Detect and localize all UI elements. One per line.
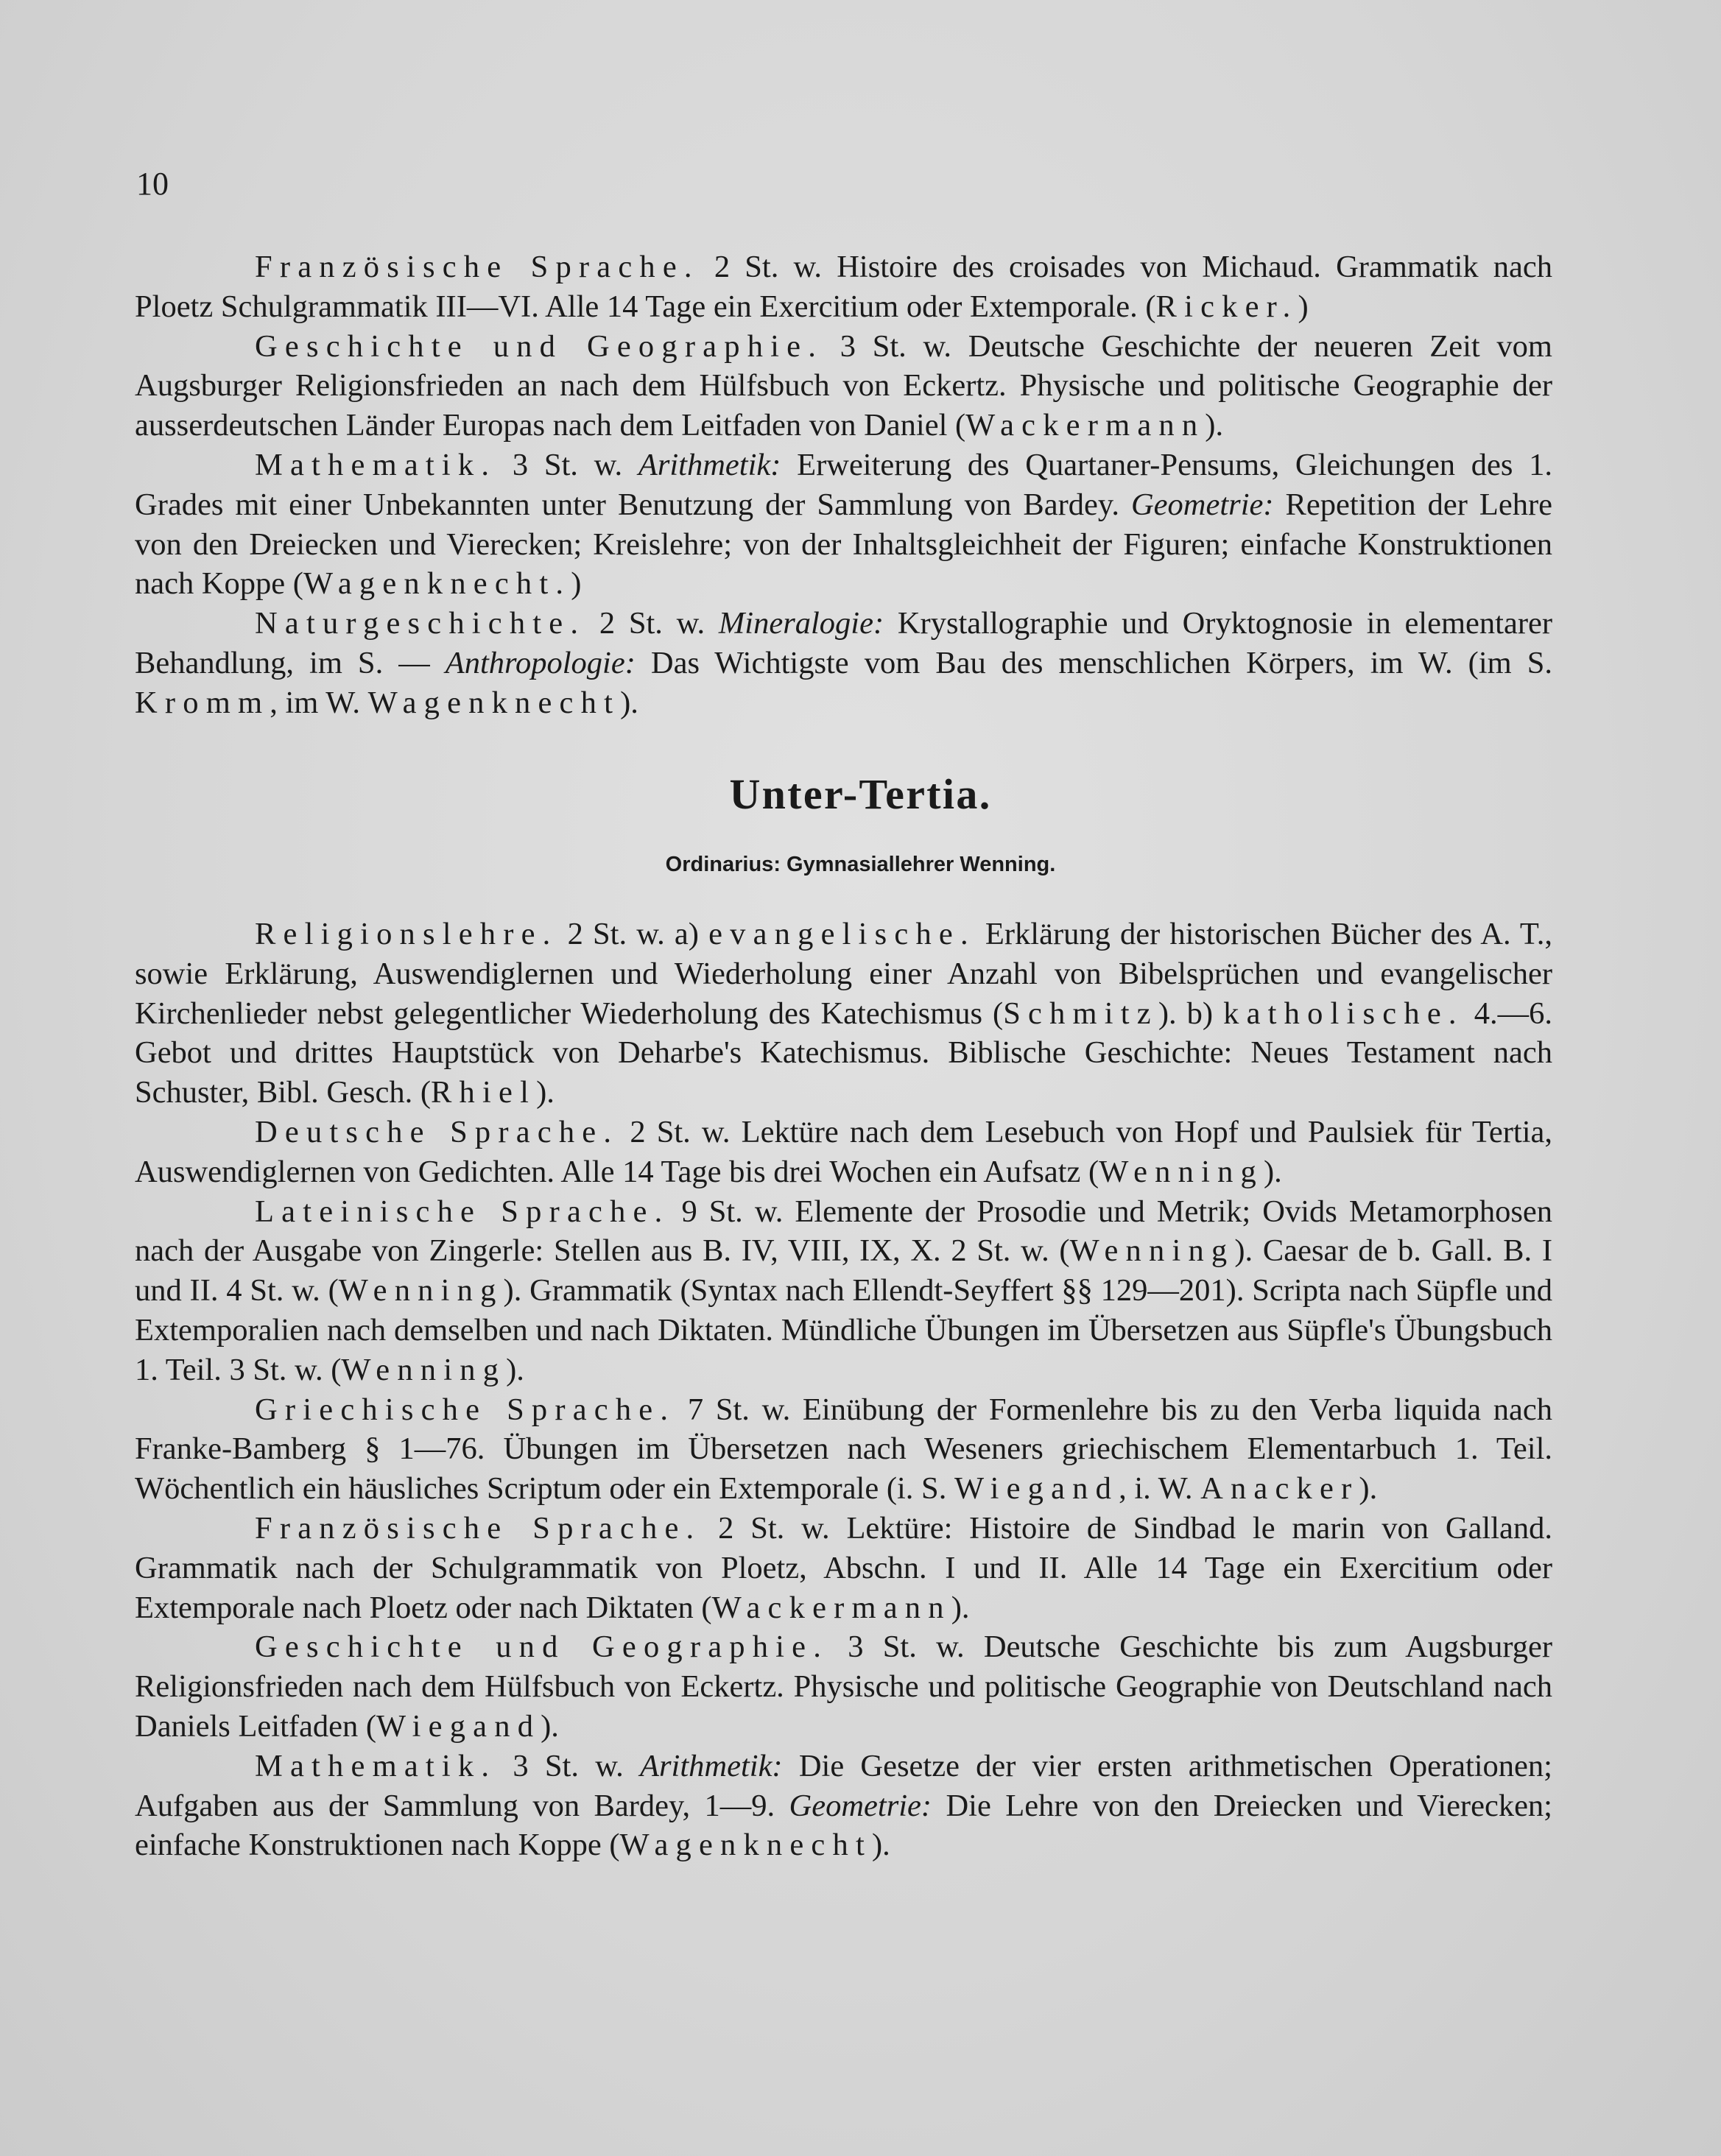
paragraph-text: 3 St. w. Deutsche Geschichte bis zum Augsburger Religionsfrieden nach dem Hülfsbuch von Eckertz. Physische und politische Geographie von Deutschland nach Daniels Leitfaden ( [135,1630,1552,1744]
teacher-name: Wenning [341,1352,507,1387]
topic-label: katholische. [1223,996,1464,1031]
topic-label: Mineralogie: [718,606,884,641]
paragraph-greek [135,1390,1552,1509]
paragraph-text: Die Lehre von den Dreiecken und Vierecken; einfache Konstruktionen nach Koppe ( [135,1788,1552,1863]
subject-heading: Griechische Sprache. [255,1392,676,1427]
paragraph-text: , i. W. [1119,1471,1201,1507]
paragraph-natural-history-upper [135,604,1552,722]
paragraph-text: ) [1298,289,1309,324]
paragraph-text: 3 St. w. [496,1748,641,1783]
paragraph-text: Krystallographie und Oryktognosie in elementarer Behandlung, im S. — [135,606,1552,680]
teacher-name: Wenning [338,1273,504,1308]
subject-heading: Lateinische Sprache. [255,1194,670,1229]
paragraph-text: ). [536,1075,555,1110]
paragraph-text: 3 St. w. [496,447,638,482]
teacher-name: Kromm [135,685,270,720]
paragraph-text: 4.—6. Gebot und drittes Hauptstück von Deharbe's Katechismus. Biblische Geschichte: Neues Testament nach Schuster, Bibl. Gesch. ( [135,996,1552,1110]
paragraph-text: ). Grammatik (Syntax nach Ellendt-Seyffert §§ 129—201). Scripta nach Süpfle und Extemporalien nach demselben und nach Diktaten. Mündliche Übungen im Übersetzen aus Süpfle's Übungsbuch 1. Teil. 3 St. w. ( [135,1273,1552,1387]
paragraph-german [135,1113,1552,1192]
teacher-name: Wagenknecht [619,1828,872,1863]
teacher-name: Ricker. [1155,289,1298,324]
teacher-name: Wackermann [965,408,1206,443]
teacher-name: Wagenknecht. [303,566,571,602]
teacher-name: Wiegand [954,1471,1119,1507]
subject-heading: Mathematik. [255,1748,497,1783]
section-title: Unter-Tertia. [729,770,992,818]
teacher-name: Rhiel [431,1075,537,1110]
paragraph-history-upper [135,327,1552,445]
subject-heading: Deutsche Sprache. [255,1114,619,1149]
paragraph-text: ). [541,1708,559,1744]
teacher-name: Wenning [1099,1154,1264,1189]
paragraph-text: ). Caesar de b. Gall. B. I und II. 4 St. w. ( [135,1233,1552,1308]
teacher-name: Wenning [1069,1233,1235,1269]
paragraph-text: 2 St. w. Lektüre: Histoire de Sindbad le marin von Galland. Grammatik nach der Schulgrammatik von Ploetz, Abschn. I und II. Alle 14 Tage ein Exercitium oder Extemporale nach Ploetz oder nach Diktaten ( [135,1510,1553,1625]
teacher-name: Anacker [1200,1471,1359,1507]
untertertia-curriculum [135,915,1552,1865]
subject-heading: Französische Sprache. [255,250,700,284]
topic-label: Geometrie: [789,1788,932,1823]
paragraph-text: Erweiterung des Quartaner-Pensums, Gleichungen des 1. Grades mit einer Unbekannten unter Benutzung der Sammlung von Bardey. [135,447,1552,522]
paragraph-text: ). [951,1590,970,1625]
paragraph-text: ). b) [1158,996,1224,1031]
page-number: 10 [136,166,169,202]
paragraph-text: Die Gesetze der vier ersten arithmetischen Operationen; Aufgaben aus der Sammlung von Bardey, 1—9. [135,1748,1552,1823]
topic-label: Anthropologie: [445,645,636,680]
paragraph-text: , im W. [270,685,368,720]
paragraph-text: ) [571,566,582,602]
paragraph-text: 2 St. w. a) [557,917,709,951]
subject-heading: Französische Sprache. [255,1510,702,1546]
paragraph-text: Das Wichtigste vom Bau des menschlichen Körpers, im W. (im S. [635,645,1552,680]
ordinarius-line: Ordinarius: Gymnasiallehrer Wenning. [665,853,1056,876]
paragraph-text: 2 St. w. [585,606,719,641]
paragraph-text: ). [871,1828,890,1863]
paragraph-french-lower [135,1509,1552,1627]
teacher-name: Wiegand [376,1708,541,1744]
paragraph-text: Erklärung der historischen Bücher des A. T., sowie Erklärung, Auswendiglernen und Wiederholung einer Anzahl von Bibelsprüchen und evangelischer Kirchenlieder nebst gelegentlicher Wiederholung des Katechismus ( [135,917,1552,1031]
subject-heading: Naturgeschichte. [255,606,586,641]
subject-heading: Mathematik. [255,447,497,482]
paragraph-text: ). [506,1352,524,1387]
paragraph-text: ). [1205,408,1224,443]
paragraph-text: ). [1359,1471,1378,1507]
teacher-name: Schmitz [1003,996,1158,1031]
teacher-name: Wackermann [711,1590,951,1625]
paragraph-text: 3 St. w. Deutsche Geschichte der neueren Zeit vom Augsburger Religionsfrieden an nach dem Hülfsbuch von Eckertz. Physische und politische Geographie der ausserdeutschen Länder Europas nach dem Leitfaden von Daniel ( [135,328,1552,443]
paragraph-french-upper [135,247,1552,327]
paragraph-text: 7 St. w. Einübung der Formenlehre bis zu den Verba liquida nach Franke-Bamberg § 1—76. Übungen im Übersetzen nach Weseners griechischem Elementarbuch 1. Teil. Wöchentlich ein häusliches Scriptum oder ein Extemporale (i. S. [135,1392,1552,1507]
subject-heading: Religionslehre. [255,917,558,951]
topic-label: evangelische. [708,917,976,951]
subject-heading: Geschichte und Geographie. [255,1630,829,1665]
topic-label: Arithmetik: [638,447,781,482]
paragraph-text: 2 St. w. Lektüre nach dem Lesebuch von Hopf und Paulsiek für Tertia, Auswendiglernen von Gedichten. Alle 14 Tage bis drei Wochen ein Aufsatz ( [135,1114,1553,1189]
paragraph-religion [135,915,1552,1113]
topic-label: Geometrie: [1130,487,1274,522]
paragraph-math-upper [135,445,1552,604]
paragraph-text: 9 St. w. Elemente der Prosodie und Metrik; Ovids Metamorphosen nach der Ausgabe von Zingerle: Stellen aus B. IV, VIII, IX, X. 2 St. w. ( [135,1194,1553,1269]
paragraph-history-lower [135,1627,1552,1746]
teacher-name: Wagenknecht [367,685,621,720]
subject-heading: Geschichte und Geographie. [255,328,824,364]
paragraph-math-lower [135,1747,1552,1865]
paragraph-text: ). [620,685,638,720]
obertertia-curriculum-continued [135,247,1552,723]
topic-label: Arithmetik: [640,1748,783,1783]
paragraph-text: 2 St. w. Histoire des croisades von Michaud. Grammatik nach Ploetz Schulgrammatik III—VI. Alle 14 Tage ein Exercitium oder Extemporale. ( [135,250,1552,324]
paragraph-text: Repetition der Lehre von den Dreiecken und Vierecken; Kreislehre; von der Inhaltsgleichheit der Figuren; einfache Konstruktionen nach Koppe ( [135,487,1552,602]
paragraph-latin [135,1192,1552,1390]
paragraph-text: ). [1264,1154,1282,1189]
